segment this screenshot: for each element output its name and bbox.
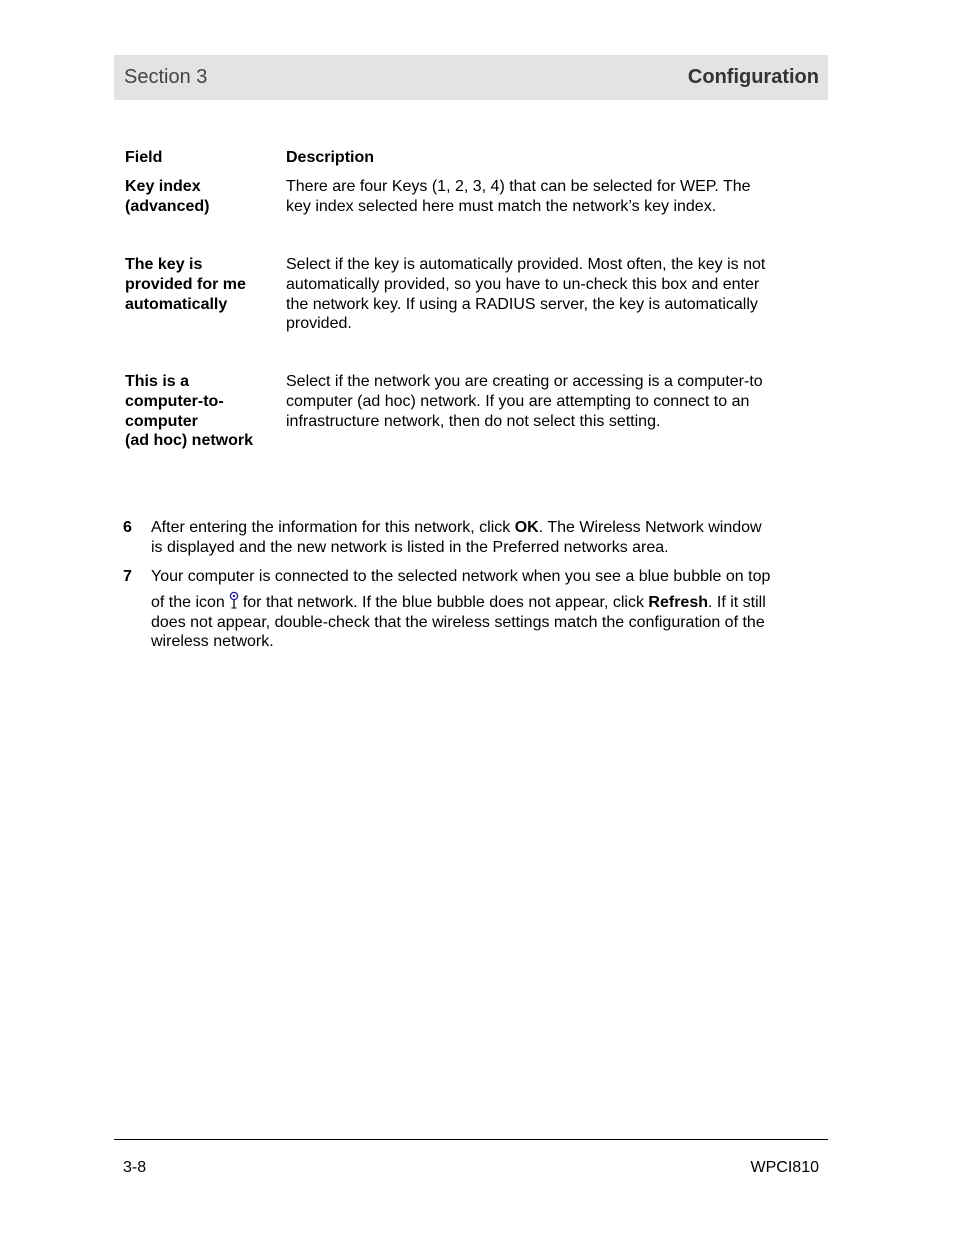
section-label: Section 3 xyxy=(124,66,208,88)
description-cell xyxy=(286,255,816,334)
field-cell xyxy=(125,372,275,451)
step-line xyxy=(151,591,821,613)
field-cell xyxy=(125,177,275,217)
wireless-network-icon xyxy=(227,591,241,609)
field-cell xyxy=(125,255,275,314)
refresh-label: Refresh xyxy=(648,593,708,611)
text-run: . If it still xyxy=(708,593,766,611)
step-number: 6 xyxy=(123,519,132,536)
description-line: Select if the network you are creating or accessing is a computer-to xyxy=(286,373,763,390)
step-text xyxy=(151,567,821,652)
field-line: computer-to- xyxy=(125,392,224,410)
field-line: provided for me xyxy=(125,275,246,293)
step-line: does not appear, double-check that the wireless settings match the configuration of the xyxy=(151,613,765,631)
description-cell xyxy=(286,177,816,217)
page-number: 3-8 xyxy=(123,1159,147,1176)
field-line: (advanced) xyxy=(125,197,210,215)
description-line: automatically provided, so you have to un-check this box and enter xyxy=(286,275,760,293)
column-header-description: Description xyxy=(286,149,375,166)
step-line: wireless network. xyxy=(151,633,274,651)
step-line xyxy=(151,518,821,538)
description-line: the network key. If using a RADIUS server, the key is automatically xyxy=(286,295,758,313)
field-line: computer xyxy=(125,412,198,430)
text-run: for that network. If the blue bubble does not appear, click xyxy=(242,593,649,611)
step-text xyxy=(151,518,821,558)
description-line: provided. xyxy=(286,315,352,333)
text-run: . The Wireless Network window xyxy=(538,519,762,536)
page-title: Configuration xyxy=(687,66,819,88)
field-line: The key is xyxy=(125,256,203,273)
footer-divider xyxy=(114,1139,828,1140)
step-line: is displayed and the new network is listed in the Preferred networks area. xyxy=(151,538,669,556)
step-number: 7 xyxy=(123,568,132,585)
field-line: Key index xyxy=(125,178,201,195)
text-run: of the icon xyxy=(151,593,225,611)
field-line: automatically xyxy=(125,295,228,313)
field-line: This is a xyxy=(125,373,190,390)
description-line: computer (ad hoc) network. If you are attempting to connect to an xyxy=(286,392,750,410)
description-line: infrastructure network, then do not select this setting. xyxy=(286,412,661,430)
text-run: After entering the information for this network, click xyxy=(151,519,515,536)
description-cell xyxy=(286,372,816,431)
product-name: WPCI810 xyxy=(750,1159,819,1176)
step-line: Your computer is connected to the selected network when you see a blue bubble on top xyxy=(151,568,771,585)
description-line: There are four Keys (1, 2, 3, 4) that can be selected for WEP. The xyxy=(286,178,751,195)
column-header-field: Field xyxy=(125,149,163,166)
page-header xyxy=(114,55,828,100)
ok-label: OK xyxy=(514,519,539,536)
field-line: (ad hoc) network xyxy=(125,432,254,450)
description-line: key index selected here must match the network’s key index. xyxy=(286,197,717,215)
description-line: Select if the key is automatically provided. Most often, the key is not xyxy=(286,256,766,273)
